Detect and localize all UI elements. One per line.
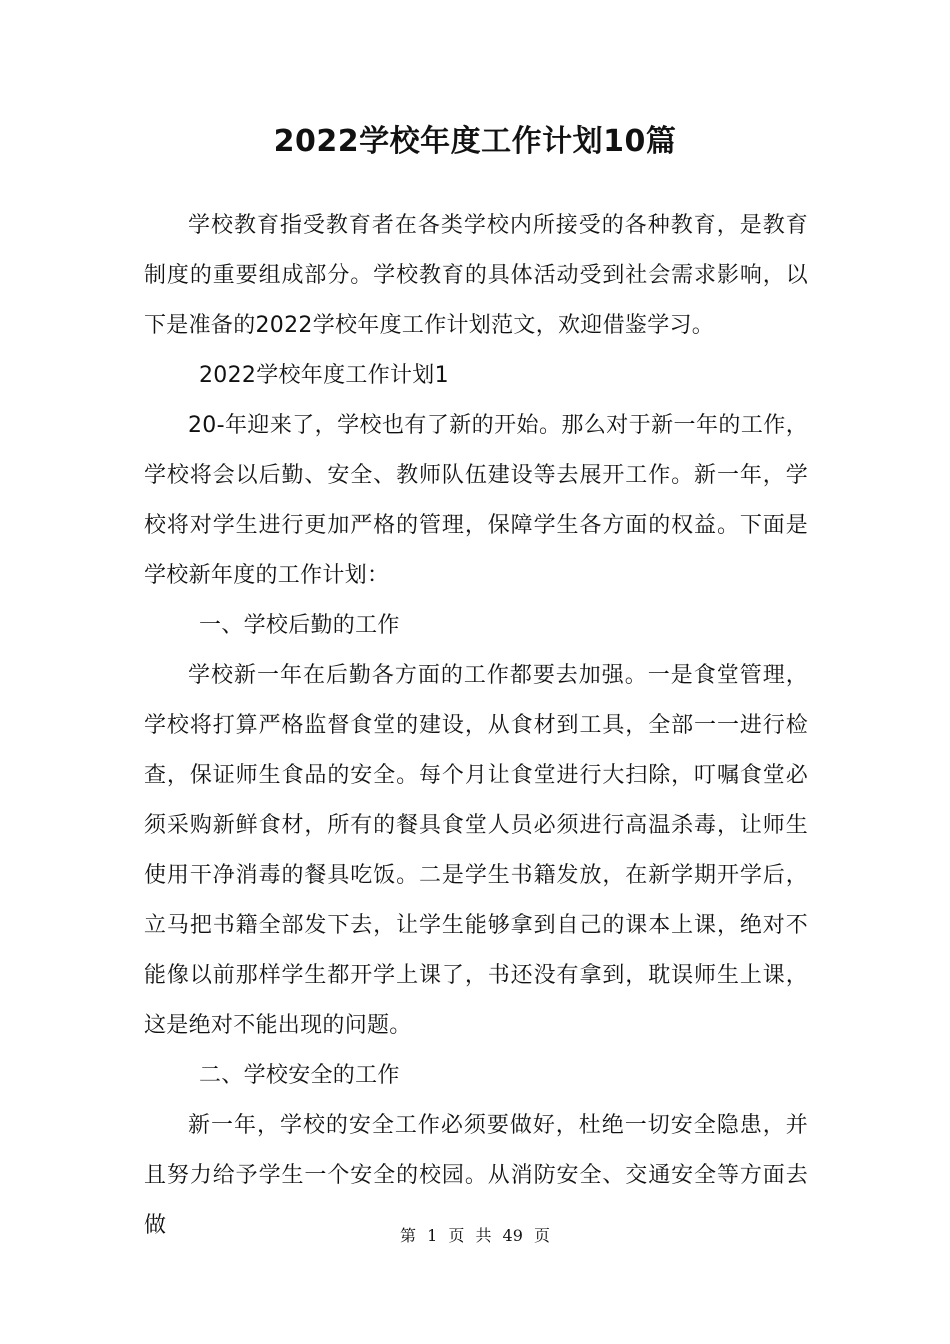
document-title: 2022学校年度工作计划10篇: [273, 124, 677, 159]
subheading-safety: 二、学校安全的工作: [199, 1063, 400, 1088]
page-number-footer: 第 1 页 共 49 页: [400, 1226, 550, 1245]
safety-paragraph: 新一年，学校的安全工作必须要做好，杜绝一切安全隐患，并且努力给予学生一个安全的校园。从消防安全、交通安全等方面去做: [144, 1113, 808, 1238]
document-body: [144, 201, 808, 1251]
logistics-paragraph: 学校新一年在后勤各方面的工作都要去加强。一是食堂管理，学校将打算严格监督食堂的建设，从食材到工具，全部一一进行检查，保证师生食品的安全。每个月让食堂进行大扫除，叮嘱食堂必须采购新鲜食材，所有的餐具食堂人员必须进行高温杀毒，让师生使用干净消毒的餐具吃饭。二是学生书籍发放，在新学期开学后，立马把书籍全部发下去，让学生能够拿到自己的课本上课，绝对不能像以前那样学生都开学上课了，书还没有拿到，耽误师生上课，这是绝对不能出现的问题。: [144, 663, 808, 1038]
plan-intro-paragraph: 20-年迎来了，学校也有了新的开始。那么对于新一年的工作，学校将会以后勤、安全、教师队伍建设等去展开工作。新一年，学校将对学生进行更加严格的管理，保障学生各方面的权益。下面是学校新年度的工作计划：: [144, 413, 808, 588]
intro-paragraph: 学校教育指受教育者在各类学校内所接受的各种教育，是教育制度的重要组成部分。学校教育的具体活动受到社会需求影响，以下是准备的2022学校年度工作计划范文，欢迎借鉴学习。: [144, 213, 808, 338]
section-heading-plan-1: 2022学校年度工作计划1: [199, 363, 449, 388]
subheading-logistics: 一、学校后勤的工作: [199, 613, 400, 638]
